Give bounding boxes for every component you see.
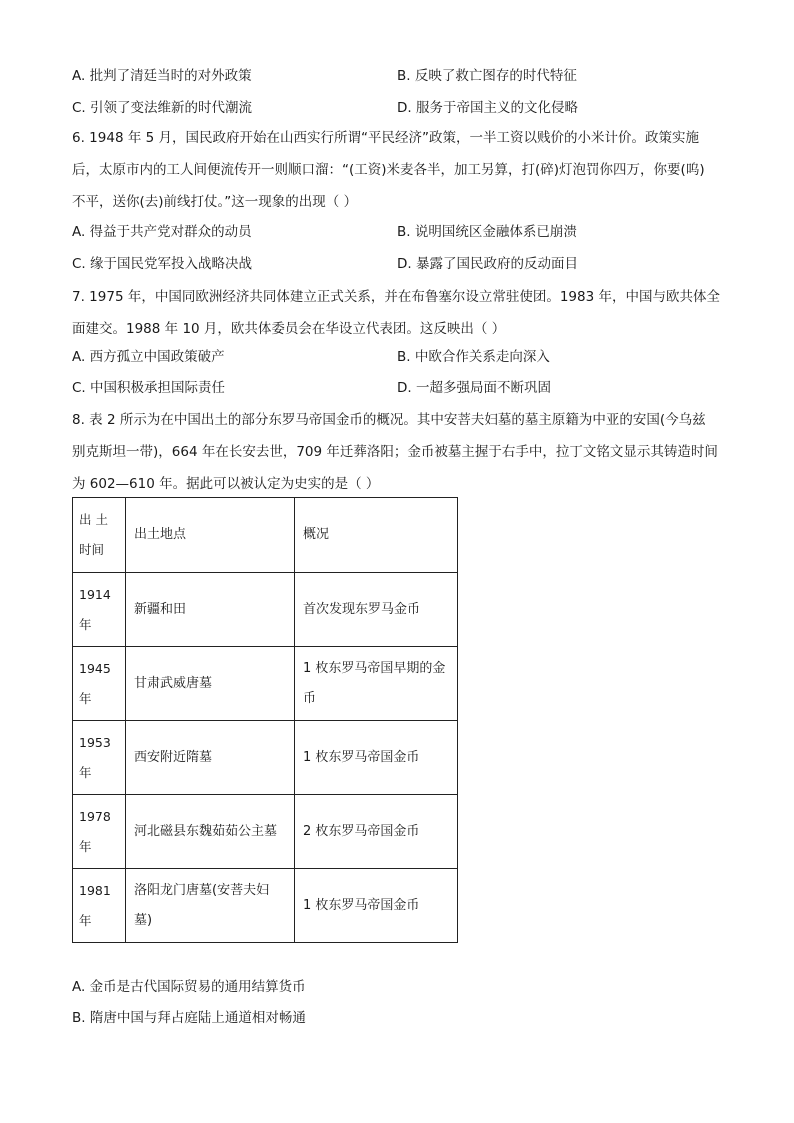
q7-option-a: A. 西方孤立中国政策破产	[72, 349, 225, 365]
table-cell-location: 新疆和田	[126, 573, 295, 647]
q7-stem-line: 7. 1975 年，中国同欧洲经济共同体建立正式关系，并在布鲁塞尔设立常驻使团。1983 年，中国与欧共体全	[72, 289, 720, 305]
q8-option-a: A. 金币是古代国际贸易的通用结算货币	[72, 979, 306, 995]
table-cell-location: 洛阳龙门唐墓(安菩夫妇墓)	[126, 869, 295, 943]
q8-stem-line: 别克斯坦一带)，664 年在长安去世，709 年迁葬洛阳；金币被墓主握于右手中，拉丁文铭文显示其铸造时间	[72, 444, 718, 460]
table-cell-summary: 1 枚东罗马帝国早期的金币	[295, 647, 458, 721]
table-cell-summary: 1 枚东罗马帝国金币	[295, 721, 458, 795]
table-cell-year: 1914 年	[73, 573, 126, 647]
q6-option-c: C. 缘于国民党军投入战略决战	[72, 256, 253, 272]
table-cell-location: 西安附近隋墓	[126, 721, 295, 795]
q5-option-d: D. 服务于帝国主义的文化侵略	[397, 100, 578, 116]
q5-option-c: C. 引领了变法维新的时代潮流	[72, 100, 253, 116]
table-header-row	[73, 498, 458, 573]
q7-option-d: D. 一超多强局面不断巩固	[397, 380, 551, 396]
q8-option-b: B. 隋唐中国与拜占庭陆上通道相对畅通	[72, 1010, 306, 1026]
q6-option-d: D. 暴露了国民政府的反动面目	[397, 256, 578, 272]
table-cell-year: 1945 年	[73, 647, 126, 721]
table-cell-year: 1953 年	[73, 721, 126, 795]
table-cell-year: 1981 年	[73, 869, 126, 943]
coin-table	[72, 497, 458, 943]
table-header-cell: 出 土时间	[73, 498, 126, 573]
q6-stem-line: 后，太原市内的工人间便流传开一则顺口溜：“(工资)米麦各半，加工另算，打(碎)灯泡罚你四万，你要(呜)	[72, 162, 705, 178]
q8-stem	[72, 404, 724, 500]
q6-stem-line: 不平，送你(去)前线打仗。”这一现象的出现（ ）	[72, 194, 358, 210]
table-row	[73, 721, 458, 795]
q6-option-b: B. 说明国统区金融体系已崩溃	[397, 224, 577, 240]
q6-stem-line: 6. 1948 年 5 月，国民政府开始在山西实行所谓“平民经济”政策，一半工资以贱价的小米计价。政策实施	[72, 130, 699, 146]
q5-option-a: A. 批判了清廷当时的对外政策	[72, 68, 252, 84]
table-row	[73, 869, 458, 943]
table-cell-location: 河北磁县东魏茹茹公主墓	[126, 795, 295, 869]
q6-option-a: A. 得益于共产党对群众的动员	[72, 224, 252, 240]
table-cell-summary: 首次发现东罗马金币	[295, 573, 458, 647]
table-row	[73, 795, 458, 869]
table-cell-summary: 2 枚东罗马帝国金币	[295, 795, 458, 869]
q6-stem	[72, 122, 724, 218]
table-cell-year: 1978 年	[73, 795, 126, 869]
q7-stem	[72, 281, 724, 345]
table-cell-location: 甘肃武威唐墓	[126, 647, 295, 721]
table-row	[73, 647, 458, 721]
q7-option-b: B. 中欧合作关系走向深入	[397, 349, 550, 365]
table-row	[73, 573, 458, 647]
q8-stem-line: 为 602—610 年。据此可以被认定为史实的是（ ）	[72, 476, 380, 492]
table-header-cell: 概况	[295, 498, 458, 573]
table-header-cell: 出土地点	[126, 498, 295, 573]
q7-stem-line: 面建交。1988 年 10 月，欧共体委员会在华设立代表团。这反映出（ ）	[72, 321, 506, 337]
q7-option-c: C. 中国积极承担国际责任	[72, 380, 226, 396]
table-cell-summary: 1 枚东罗马帝国金币	[295, 869, 458, 943]
q8-stem-line: 8. 表 2 所示为在中国出土的部分东罗马帝国金币的概况。其中安菩夫妇墓的墓主原籍为中亚的安国(今乌兹	[72, 412, 706, 428]
q5-option-b: B. 反映了救亡图存的时代特征	[397, 68, 577, 84]
